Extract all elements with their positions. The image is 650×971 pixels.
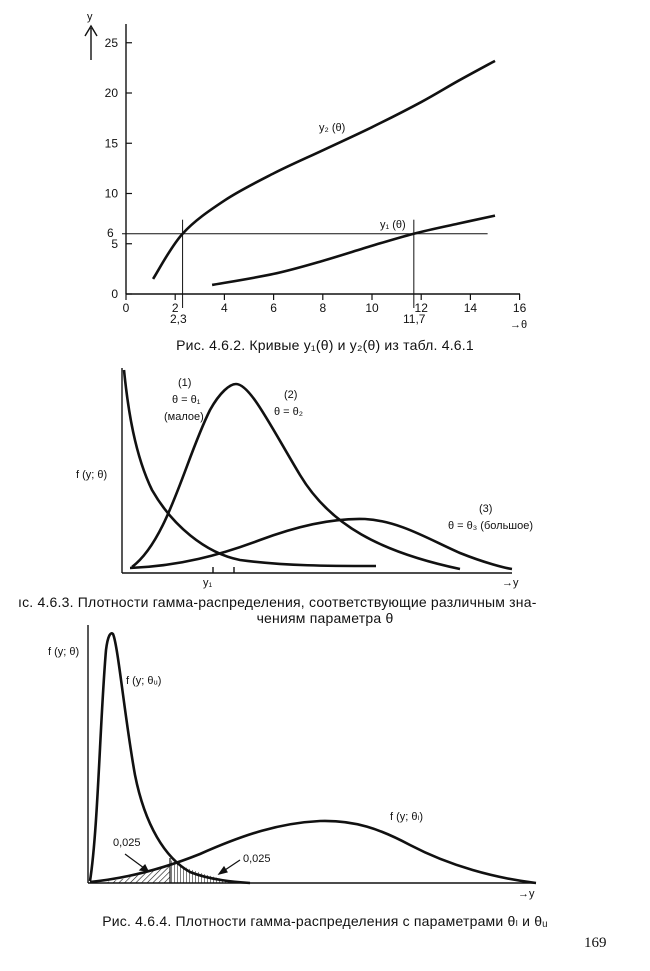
figure-4-6-3-caption-line1: ıс. 4.6.3. Плотности гамма-распределения, соответствующие различным зна- bbox=[18, 594, 537, 610]
y-tick-label: 5 bbox=[111, 236, 118, 251]
density-curve-theta1 bbox=[124, 370, 376, 566]
tail-label-upper: 0,025 bbox=[243, 853, 271, 865]
figure-4-6-3-chart bbox=[0, 360, 650, 595]
upper-tail-area bbox=[170, 860, 240, 883]
x-tick-label: 10 bbox=[365, 301, 379, 315]
page-number: 169 bbox=[584, 935, 607, 951]
x-tick-label-y1: y₁ bbox=[203, 577, 213, 589]
x-tick-label: 4 bbox=[221, 301, 228, 315]
x-tick-label: 6 bbox=[270, 301, 277, 315]
curve-1-number: (1) bbox=[178, 377, 192, 389]
tick-label-x11-7: 11,7 bbox=[403, 312, 426, 326]
x-tick-label: 8 bbox=[319, 301, 327, 315]
y-tick-label: 0 bbox=[111, 287, 118, 301]
x-tick-label: 14 bbox=[463, 301, 478, 315]
x-axis-label: →y bbox=[502, 577, 519, 589]
curve-label-theta-l: f (y; θₗ) bbox=[390, 811, 423, 823]
curve-1-equation: θ = θ₁ bbox=[172, 394, 201, 406]
figure-4-6-3-caption-line2: чениям параметра θ bbox=[256, 610, 394, 626]
x-tick-label: 16 bbox=[512, 301, 527, 315]
y-axis-label: f (y; θ) bbox=[48, 646, 80, 658]
curve-label-theta-u: f (y; θᵤ) bbox=[126, 675, 162, 687]
curve-3-equation: θ = θ₃ (большое) bbox=[448, 520, 534, 532]
figure-4-6-4-chart bbox=[0, 618, 650, 900]
tick-label-y6: 6 bbox=[107, 226, 114, 240]
curve-2-equation: θ = θ₂ bbox=[274, 406, 304, 418]
curve-label-y1: y₁ (θ) bbox=[380, 219, 406, 231]
curve-2-number: (2) bbox=[284, 389, 298, 401]
y-tick-label: 25 bbox=[104, 35, 118, 50]
y-tick-label: 10 bbox=[104, 186, 118, 201]
y-axis-label: f (y; θ) bbox=[76, 469, 108, 481]
figure-4-6-2-chart bbox=[0, 0, 650, 340]
curve-3-number: (3) bbox=[479, 503, 493, 515]
tail-label-lower: 0,025 bbox=[113, 837, 141, 849]
x-tick-label: 12 bbox=[414, 301, 428, 315]
y-axis-label: y bbox=[87, 11, 93, 23]
x-tick-label: 2 bbox=[171, 301, 179, 315]
arrowhead-upper-tail bbox=[219, 867, 227, 874]
figure-4-6-2-caption: Рис. 4.6.2. Кривые y₁(θ) и y₂(θ) из табл. 4.6.1 bbox=[176, 337, 474, 353]
y-tick-label: 20 bbox=[104, 86, 118, 100]
curve-y1 bbox=[212, 216, 495, 285]
figure-4-6-4-caption: Рис. 4.6.4. Плотности гамма-распределения с параметрами θₗ и θᵤ bbox=[102, 913, 548, 929]
curve-label-y2: y₂ (θ) bbox=[319, 122, 346, 134]
x-tick-label: 0 bbox=[122, 301, 130, 315]
y-tick-label: 15 bbox=[104, 136, 118, 151]
curve-y2 bbox=[153, 61, 495, 279]
curve-1-note: (малое) bbox=[164, 411, 204, 423]
x-axis-label: →θ bbox=[510, 319, 528, 331]
tick-label-x2-3: 2,3 bbox=[170, 312, 187, 326]
x-axis-label: →y bbox=[518, 888, 535, 900]
